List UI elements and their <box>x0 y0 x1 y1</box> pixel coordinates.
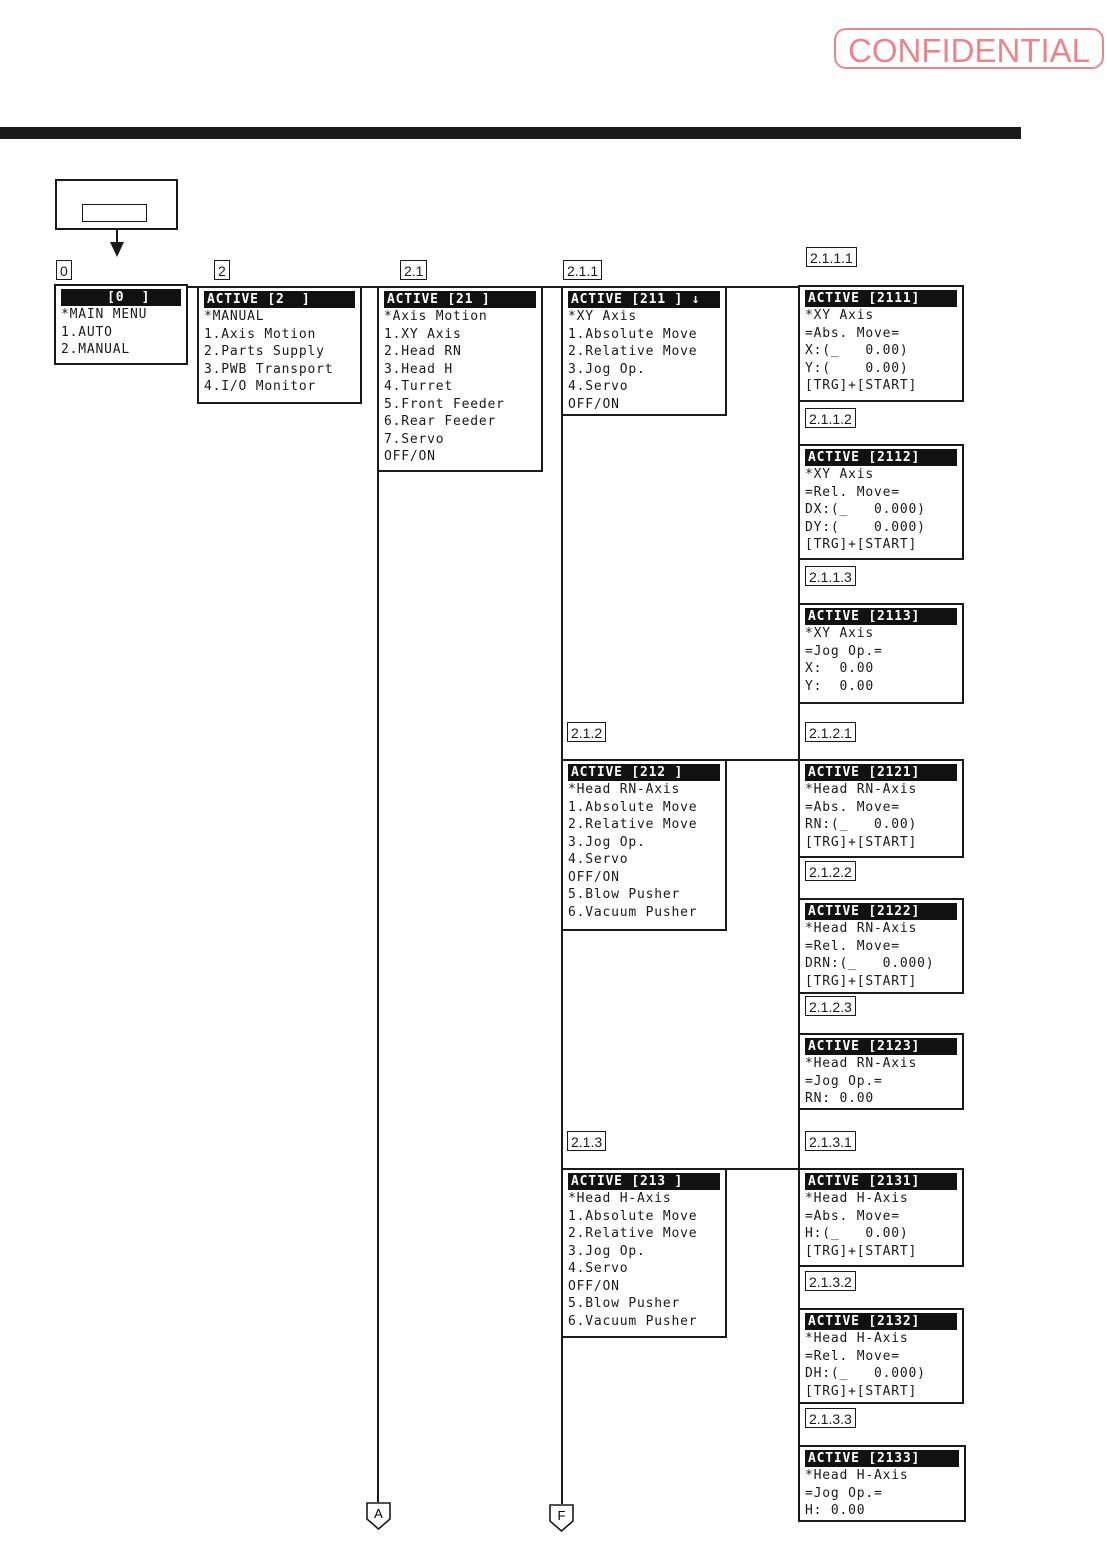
tag-2-1-3: 2.1.3 <box>567 1131 606 1151</box>
screen-line: 6.Rear Feeder <box>384 414 497 429</box>
screen-header: ACTIVE [212 ] <box>568 764 720 781</box>
screen-line: H:(_ 0.00) <box>805 1226 909 1241</box>
screen-line: DY:( 0.000) <box>805 519 926 535</box>
screen-line: =Abs. Move= <box>805 325 900 341</box>
screen-line: 1.Axis Motion <box>204 326 317 342</box>
screen-line: OFF/ON <box>568 869 620 885</box>
screen-2133-h-jog <box>798 1445 966 1522</box>
screen-line: =Abs. Move= <box>805 799 900 815</box>
screen-line: 4.Servo <box>568 379 629 394</box>
tag-2: 2 <box>214 260 230 280</box>
screen-header: [0 ] <box>61 289 181 306</box>
connector-f <box>549 1504 574 1532</box>
screen-header: ACTIVE [2123] <box>805 1038 957 1055</box>
screen-line: 2.Relative Move <box>568 1226 698 1241</box>
screen-line: 3.Jog Op. <box>568 361 646 377</box>
screen-line: 1.Absolute Move <box>568 799 698 815</box>
screen-line: OFF/ON <box>568 396 620 412</box>
screen-line: Y:( 0.00) <box>805 360 909 376</box>
screen-line: 2.MANUAL <box>61 342 131 357</box>
screen-2131-h-abs <box>798 1168 964 1267</box>
screen-line: X:(_ 0.00) <box>805 343 909 358</box>
screen-2132-h-rel <box>798 1308 964 1404</box>
screen-header: ACTIVE [2 ] <box>204 291 355 308</box>
screen-line: *Head RN-Axis <box>805 1056 918 1071</box>
down-arrow-icon <box>109 242 125 258</box>
screen-line: 3.Jog Op. <box>568 1243 646 1259</box>
tag-2-1: 2.1 <box>400 260 427 280</box>
screen-line: Y: 0.00 <box>805 678 875 694</box>
screen-line: 2.Head RN <box>384 344 462 359</box>
screen-line: *Head RN-Axis <box>568 782 681 797</box>
tag-0: 0 <box>56 260 72 280</box>
screen-header: ACTIVE [213 ] <box>568 1173 720 1190</box>
screen-line: *XY Axis <box>805 467 875 482</box>
screen-2121-rn-abs <box>798 759 964 858</box>
screen-2123-rn-jog <box>798 1033 964 1110</box>
tag-2-1-3-2: 2.1.3.2 <box>805 1271 856 1291</box>
screen-line: =Jog Op.= <box>805 1485 883 1501</box>
tag-2-1-2: 2.1.2 <box>567 722 606 742</box>
screen-line: 3.Jog Op. <box>568 834 646 850</box>
screen-header: ACTIVE [2132] <box>805 1313 957 1330</box>
screen-line: DX:(_ 0.000) <box>805 502 926 517</box>
tag-2-1-3-1: 2.1.3.1 <box>805 1131 856 1151</box>
screen-2-manual <box>197 286 362 404</box>
screen-line: 5.Blow Pusher <box>568 887 681 902</box>
screen-line: 3.PWB Transport <box>204 361 334 377</box>
screen-line: 4.Servo <box>568 1261 629 1276</box>
screen-line: 4.I/O Monitor <box>204 379 317 394</box>
screen-line: H: 0.00 <box>805 1503 866 1518</box>
screen-line: *Axis Motion <box>384 309 488 324</box>
screen-line: *XY Axis <box>568 309 638 324</box>
screen-line: 1.AUTO <box>61 324 113 340</box>
screen-line: [TRG]+[START] <box>805 378 918 393</box>
screen-line: =Abs. Move= <box>805 1208 900 1224</box>
screen-line: OFF/ON <box>384 449 436 464</box>
screen-line: DRN:(_ 0.000) <box>805 956 935 971</box>
screen-line: =Jog Op.= <box>805 643 883 659</box>
screen-line: 4.Turret <box>384 379 454 394</box>
screen-line: 1.XY Axis <box>384 326 462 342</box>
screen-header: ACTIVE [2112] <box>805 449 957 466</box>
screen-2112-xy-rel <box>798 444 964 560</box>
screen-line: 2.Relative Move <box>568 344 698 359</box>
screen-line: *MANUAL <box>204 309 265 324</box>
screen-line: =Rel. Move= <box>805 484 900 500</box>
connector-f-label: F <box>557 1508 566 1523</box>
screen-header: ACTIVE [2111] <box>805 290 957 307</box>
screen-211-xy-axis <box>561 286 727 416</box>
screen-line: [TRG]+[START] <box>805 834 918 850</box>
screen-header: ACTIVE [2133] <box>805 1450 959 1467</box>
screen-line: [TRG]+[START] <box>805 1243 918 1259</box>
screen-header: ACTIVE [2131] <box>805 1173 957 1190</box>
screen-line: =Rel. Move= <box>805 938 900 954</box>
screen-line: *XY Axis <box>805 626 875 641</box>
screen-line: *Head H-Axis <box>805 1191 909 1206</box>
connector-a <box>366 1502 391 1530</box>
tag-2-1-2-1: 2.1.2.1 <box>805 722 856 742</box>
screen-2113-xy-jog <box>798 603 964 704</box>
header-rule <box>0 127 1021 139</box>
screen-line: 5.Blow Pusher <box>568 1296 681 1311</box>
screen-line: 4.Servo <box>568 852 629 867</box>
screen-line: *MAIN MENU <box>61 307 148 322</box>
screen-line: [TRG]+[START] <box>805 537 918 552</box>
screen-header: ACTIVE [2113] <box>805 608 957 625</box>
screen-line: 1.Absolute Move <box>568 1208 698 1224</box>
tag-2-1-1-1: 2.1.1.1 <box>806 247 857 267</box>
screen-line: DH:(_ 0.000) <box>805 1366 926 1381</box>
screen-line: [TRG]+[START] <box>805 1383 918 1399</box>
screen-line: 1.Absolute Move <box>568 326 698 342</box>
screen-2111-xy-abs <box>798 285 964 402</box>
start-box <box>55 179 178 230</box>
screen-line: *Head H-Axis <box>805 1468 909 1483</box>
screen-line: *Head H-Axis <box>568 1191 672 1206</box>
screen-header: ACTIVE [2122] <box>805 903 957 920</box>
screen-line: *Head H-Axis <box>805 1331 909 1346</box>
screen-line: 6.Vacuum Pusher <box>568 904 698 920</box>
screen-212-head-rn <box>561 759 727 931</box>
confidential-stamp: CONFIDENTIAL <box>834 28 1104 69</box>
tag-2-1-1: 2.1.1 <box>563 260 602 280</box>
tag-2-1-1-2: 2.1.1.2 <box>805 408 856 428</box>
screen-line: *Head RN-Axis <box>805 921 918 936</box>
screen-header: ACTIVE [21 ] <box>384 291 536 308</box>
screen-line: 3.Head H <box>384 361 454 377</box>
screen-header: ACTIVE [2121] <box>805 764 957 781</box>
screen-line: [TRG]+[START] <box>805 973 918 989</box>
screen-line: RN:(_ 0.00) <box>805 817 918 832</box>
screen-line: *Head RN-Axis <box>805 782 918 797</box>
connector-a-label: A <box>374 1506 383 1521</box>
tag-2-1-2-2: 2.1.2.2 <box>805 861 856 881</box>
tag-2-1-2-3: 2.1.2.3 <box>805 996 856 1016</box>
screen-header: ACTIVE [211 ] ↓ <box>568 291 720 308</box>
screen-21-axis-motion <box>377 286 543 472</box>
screen-213-head-h <box>561 1168 727 1338</box>
screen-line: 2.Parts Supply <box>204 344 325 359</box>
start-box-inner <box>82 204 147 222</box>
screen-2122-rn-rel <box>798 898 964 994</box>
screen-line: 7.Servo <box>384 431 445 447</box>
screen-line: 2.Relative Move <box>568 817 698 832</box>
screen-line: =Rel. Move= <box>805 1348 900 1364</box>
screen-0-main-menu <box>54 284 188 365</box>
screen-line: OFF/ON <box>568 1278 620 1294</box>
tag-2-1-1-3: 2.1.1.3 <box>805 566 856 586</box>
tag-2-1-3-3: 2.1.3.3 <box>805 1408 856 1428</box>
screen-line: =Jog Op.= <box>805 1073 883 1089</box>
screen-line: X: 0.00 <box>805 661 875 676</box>
screen-line: 5.Front Feeder <box>384 396 505 412</box>
screen-line: 6.Vacuum Pusher <box>568 1313 698 1329</box>
screen-line: *XY Axis <box>805 308 875 323</box>
screen-line: RN: 0.00 <box>805 1091 875 1106</box>
